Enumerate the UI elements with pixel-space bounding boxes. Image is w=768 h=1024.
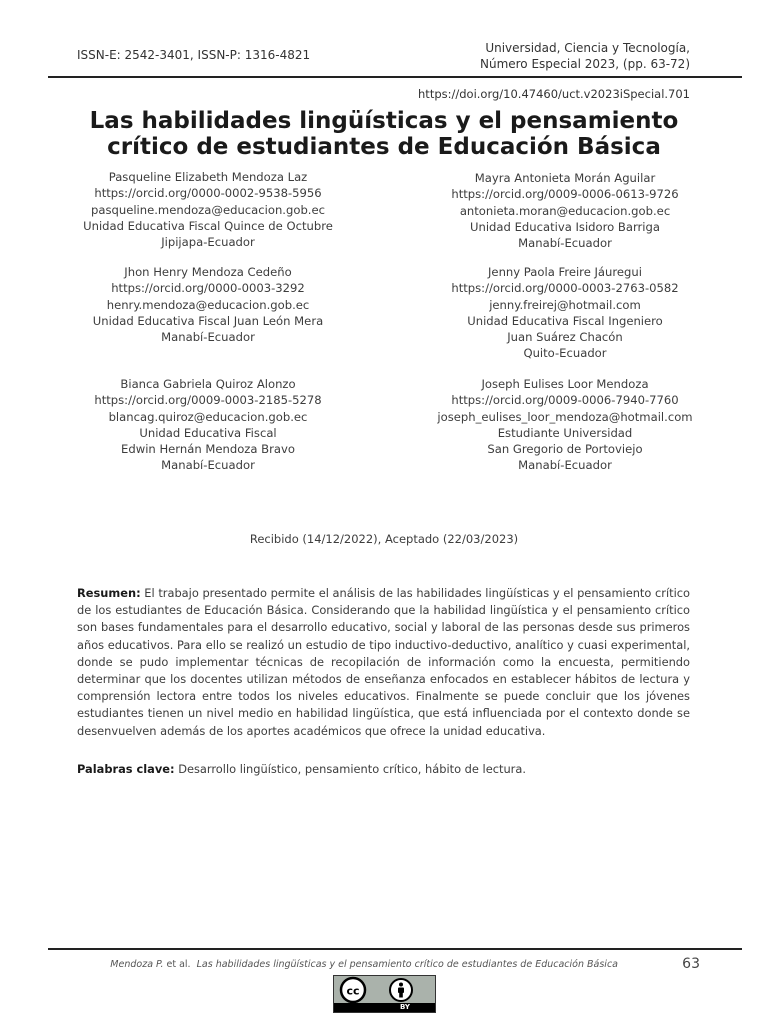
issn-text: ISSN-E: 2542-3401, ISSN-P: 1316-4821 — [77, 48, 311, 62]
author-affiliation: Unidad Educativa Fiscal Quince de Octubre — [83, 218, 333, 233]
author-affiliation: Unidad Educativa Fiscal — [139, 425, 277, 440]
paper-title — [0, 108, 768, 160]
page-number: 63 — [682, 956, 700, 972]
author-affiliation-2: Juan Suárez Chacón — [507, 330, 623, 345]
footer-rule — [48, 948, 742, 950]
author-name: Jhon Henry Mendoza Cedeño — [124, 265, 292, 279]
abstract-label: Resumen: — [77, 586, 141, 600]
author-orcid[interactable]: https://orcid.org/0000-0003-3292 — [111, 281, 305, 296]
journal-line-1: Universidad, Ciencia y Tecnología, — [485, 41, 690, 55]
author-block-1 — [58, 169, 358, 250]
author-orcid[interactable]: https://orcid.org/0000-0002-9538-5956 — [94, 186, 322, 201]
title-line-1: Las habilidades lingüísticas y el pensamiento — [89, 108, 679, 134]
keywords-label: Palabras clave: — [77, 762, 175, 776]
received-dates: Recibido (14/12/2022), Aceptado (22/03/2023) — [249, 532, 519, 546]
author-block-2 — [415, 170, 715, 251]
author-name: Joseph Eulises Loor Mendoza — [481, 377, 649, 391]
keywords — [77, 761, 690, 778]
attribution-icon — [386, 977, 416, 1005]
header-rule — [48, 76, 742, 78]
author-email[interactable]: henry.mendoza@educacion.gob.ec — [106, 297, 310, 312]
author-orcid[interactable]: https://orcid.org/0009-0006-0613-9726 — [451, 187, 679, 202]
keywords-text: Desarrollo lingüístico, pensamiento crítico, hábito de lectura. — [174, 762, 526, 776]
abstract — [77, 585, 690, 740]
journal-info — [480, 40, 690, 72]
author-block-4 — [415, 264, 715, 362]
author-block-5 — [58, 376, 358, 474]
svg-text:cc: cc — [346, 984, 360, 998]
author-location: Manabí-Ecuador — [161, 458, 255, 473]
author-orcid[interactable]: https://orcid.org/0009-0006-7940-7760 — [451, 393, 679, 408]
author-email[interactable]: blancag.quiroz@educacion.gob.ec — [108, 409, 308, 424]
author-name: Mayra Antonieta Morán Aguilar — [474, 171, 656, 185]
author-affiliation: Unidad Educativa Fiscal Juan León Mera — [92, 313, 324, 328]
doi-link[interactable]: https://doi.org/10.47460/uct.v2023iSpecial.701 — [418, 87, 690, 101]
license-by-label: BY — [399, 1003, 411, 1011]
author-name: Pasqueline Elizabeth Mendoza Laz — [108, 170, 308, 184]
author-affiliation: Estudiante Universidad — [497, 425, 633, 440]
author-name: Bianca Gabriela Quiroz Alonzo — [120, 377, 296, 391]
author-email[interactable]: joseph_eulises_loor_mendoza@hotmail.com — [437, 409, 693, 424]
author-location: Manabí-Ecuador — [161, 330, 255, 345]
journal-line-2: Número Especial 2023, (pp. 63-72) — [479, 57, 690, 71]
author-affiliation-2: Edwin Hernán Mendoza Bravo — [121, 442, 295, 457]
author-name: Jenny Paola Freire Jáuregui — [488, 265, 642, 279]
author-block-3 — [58, 264, 358, 345]
cite-etal: et al. — [163, 959, 191, 970]
author-location: Manabí-Ecuador — [518, 236, 612, 251]
author-email[interactable]: jenny.freirej@hotmail.com — [489, 297, 641, 312]
title-line-2: crítico de estudiantes de Educación Básica — [107, 134, 661, 160]
author-email[interactable]: pasqueline.mendoza@educacion.gob.ec — [90, 202, 325, 217]
author-email[interactable]: antonieta.moran@educacion.gob.ec — [459, 203, 671, 218]
author-location: Quito-Ecuador — [523, 346, 607, 361]
author-location: Jipijapa-Ecuador — [161, 235, 255, 250]
author-orcid[interactable]: https://orcid.org/0009-0003-2185-5278 — [94, 393, 322, 408]
abstract-text: El trabajo presentado permite el análisis de las habilidades lingüísticas y el pensamiento crítico de los estudiantes de Educación Básica. Considerando que la habilidad lingüística y el pensamiento crítico son bases fundamentales para el desarrollo educativo, social y laboral de las personas desde sus primeros años educativos. Para ello se realizó un estudio de tipo inductivo-deductivo, analítico y cuasi experimental, donde se pudo implementar técnicas de recopilación de información como la encuesta, permitiendo determinar que los docentes utilizan métodos de enseñanza enfocados en establecer hábitos de lectura y comprensión lectora entre todos los niveles educativos. Finalmente se puede concluir que los jóvenes estudiantes tienen un nivel medio en habilidad lingüística, que está influenciada por el contexto donde se desenvuelven además de los aportes académicos que ofrece la unidad educativa. — [77, 586, 690, 738]
cc-license-badge[interactable] — [333, 975, 436, 1013]
cite-author: Mendoza P. — [110, 959, 164, 970]
cite-title: Las habilidades lingüísticas y el pensamiento crítico de estudiantes de Educación Básica — [190, 959, 618, 970]
author-orcid[interactable]: https://orcid.org/0000-0003-2763-0582 — [451, 281, 679, 296]
author-block-6 — [405, 376, 725, 474]
author-affiliation-2: San Gregorio de Portoviejo — [487, 442, 643, 457]
author-affiliation: Unidad Educativa Fiscal Ingeniero — [467, 313, 663, 328]
author-location: Manabí-Ecuador — [518, 458, 612, 473]
author-affiliation: Unidad Educativa Isidoro Barriga — [470, 219, 660, 234]
footer-citation — [110, 959, 618, 970]
